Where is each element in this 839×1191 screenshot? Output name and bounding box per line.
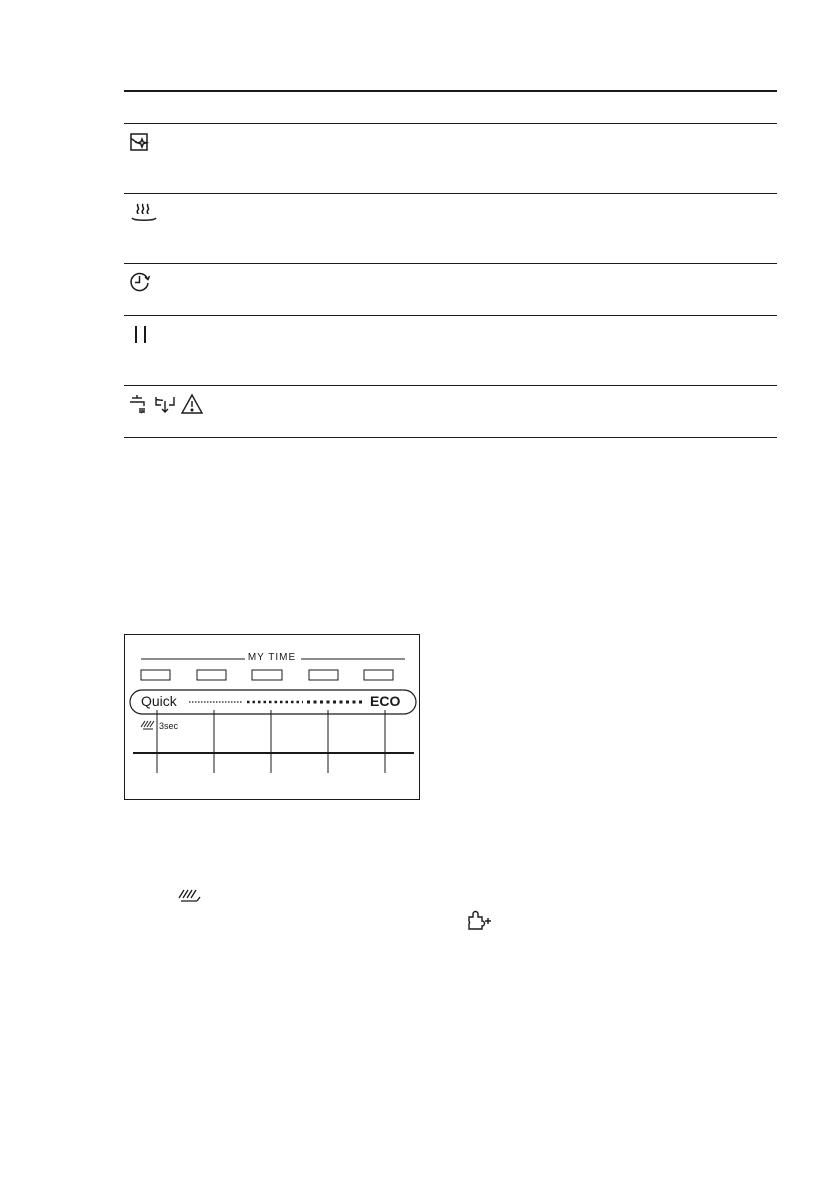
water-tap-icon [128,392,150,416]
warning-icon [180,392,204,416]
table-header [124,92,777,123]
indicator-table [124,90,777,438]
program-indicator-1 [141,670,170,680]
quick-label: Quick [141,693,177,709]
program-indicator-2 [197,670,226,680]
puzzle-plus-icon [466,910,494,937]
mytime-label: MY TIME [247,652,297,663]
program-indicator-3 [252,670,282,680]
hold-time-label: 3sec [159,721,179,731]
table-row-rinse-aid [124,123,777,193]
control-panel-illustration [124,634,420,800]
table-row-alarms [124,385,777,438]
program-indicator-4 [309,670,338,680]
extra-hygiene-spray-icon [141,721,154,729]
table-row-drying [124,193,777,263]
drying-icon [128,200,160,224]
drain-icon [154,392,176,416]
delay-start-icon [128,270,152,294]
spray-icon [176,886,202,911]
table-row-delay-start [124,263,777,315]
eco-label: ECO [370,693,401,709]
rinse-aid-icon [128,130,152,154]
pause-icon [128,322,152,346]
table-row-pause [124,315,777,385]
program-indicator-5 [364,670,393,680]
